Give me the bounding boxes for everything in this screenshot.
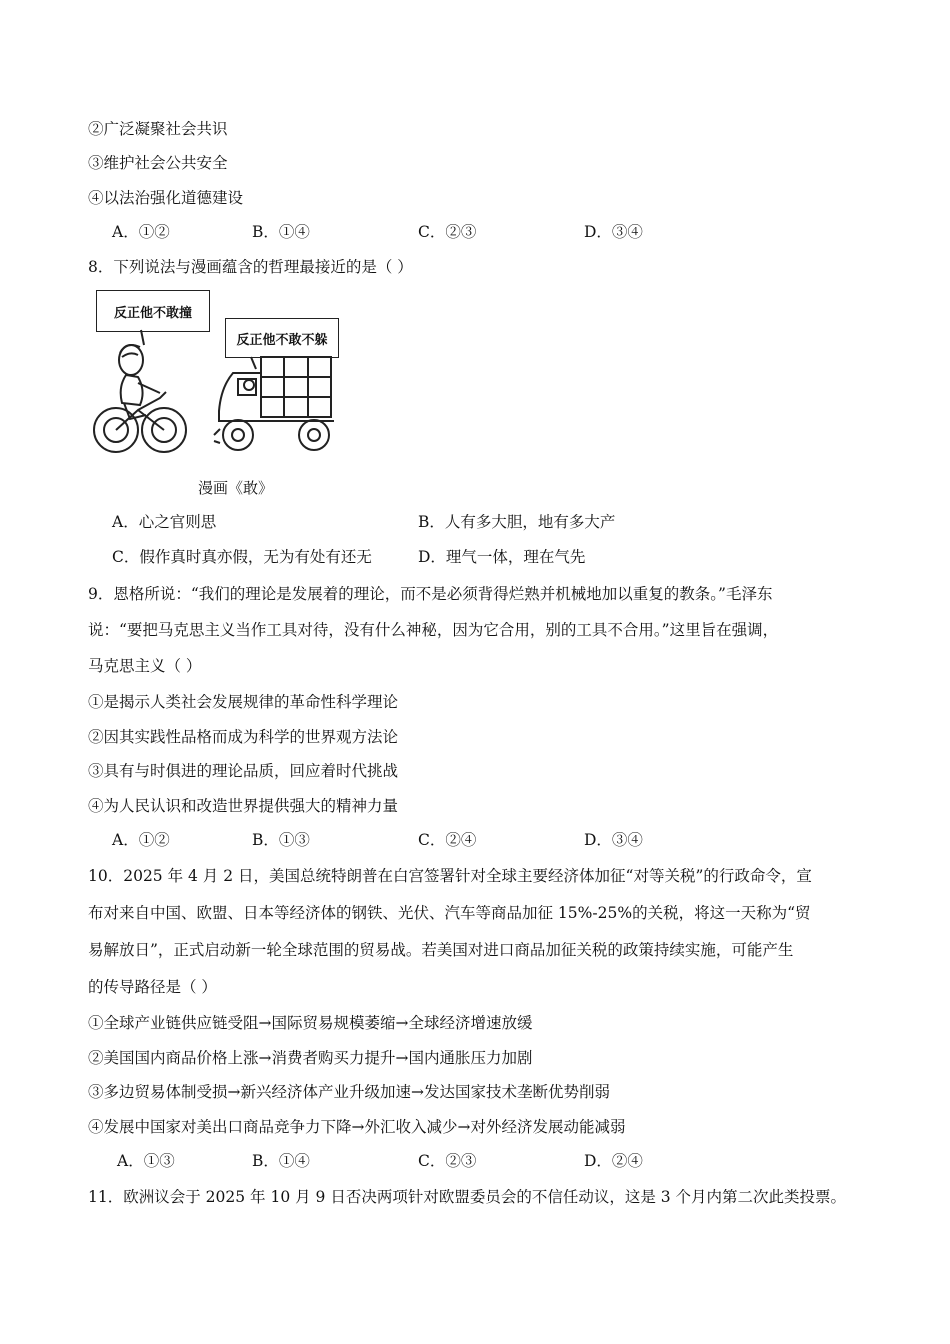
q7-item-4: ④以法治强化道德建设 (88, 189, 244, 207)
q9-item-1: ①是揭示人类社会发展规律的革命性科学理论 (88, 693, 399, 711)
q7-item-3: ③维护社会公共安全 (88, 154, 228, 172)
q10-option-d[interactable]: D．②④ (584, 1152, 643, 1170)
q10-stem-line-3: 易解放日”，正式启动新一轮全球范围的贸易战。若美国对进口商品加征关税的政策持续实施，可能产生 (88, 941, 794, 959)
q10-item-4: ④发展中国家对美出口商品竞争力下降→外汇收入减少→对外经济发展动能减弱 (88, 1118, 626, 1136)
q9-item-2: ②因其实践性品格而成为科学的世界观方法论 (88, 728, 399, 746)
cartoon-caption: 漫画《敢》 (198, 479, 274, 497)
q10-option-b[interactable]: B．①④ (252, 1152, 310, 1170)
q7-option-a[interactable]: A．①② (112, 223, 170, 241)
q9-item-4: ④为人民认识和改造世界提供强大的精神力量 (88, 797, 399, 815)
q10-option-c[interactable]: C．②③ (418, 1152, 477, 1170)
q8-option-d[interactable]: D．理气一体，理在气先 (418, 548, 586, 566)
q10-stem-line-2: 布对来自中国、欧盟、日本等经济体的钢铁、光伏、汽车等商品加征 15%-25%的关税，将这一天称为“贸 (88, 904, 811, 922)
q10-item-1: ①全球产业链供应链受阻→国际贸易规模萎缩→全球经济增速放缓 (88, 1014, 533, 1032)
q8-option-c[interactable]: C．假作真时真亦假，无为有处有还无 (112, 548, 372, 566)
q10-item-2: ②美国国内商品价格上涨→消费者购买力提升→国内通胀压力加剧 (88, 1049, 533, 1067)
q9-stem-line-1: 9．恩格所说：“我们的理论是发展着的理论，而不是必须背得烂熟并机械地加以重复的教条。”毛泽东 (88, 585, 773, 603)
cartoon-bubble-right: 反正他不敢不躲 (225, 318, 339, 358)
q9-item-3: ③具有与时俱进的理论品质，回应着时代挑战 (88, 762, 399, 780)
q7-item-2: ②广泛凝聚社会共识 (88, 120, 228, 138)
q10-stem-line-1: 10．2025 年 4 月 2 日，美国总统特朗普在白宫签署针对全球主要经济体加征“对等关税”的行政命令，宣 (88, 867, 812, 885)
q9-stem-line-3: 马克思主义（ ） (88, 657, 202, 675)
q10-stem-line-4: 的传导路径是（ ） (88, 978, 217, 996)
q9-option-d[interactable]: D．③④ (584, 831, 643, 849)
cartoon-illustration (86, 285, 346, 465)
q10-item-3: ③多边贸易体制受损→新兴经济体产业升级加速→发达国家技术垄断优势削弱 (88, 1083, 610, 1101)
q9-option-b[interactable]: B．①③ (252, 831, 310, 849)
q9-option-a[interactable]: A．①② (112, 831, 170, 849)
q8-stem: 8．下列说法与漫画蕴含的哲理最接近的是（ ） (88, 258, 413, 276)
q8-option-b[interactable]: B．人有多大胆，地有多大产 (418, 513, 616, 531)
q11-stem: 11．欧洲议会于 2025 年 10 月 9 日否决两项针对欧盟委员会的不信任动议，这是 3 个月内第二次此类投票。 (88, 1188, 847, 1206)
q10-option-a[interactable]: A．①③ (117, 1152, 175, 1170)
q7-option-d[interactable]: D．③④ (584, 223, 643, 241)
q8-option-a[interactable]: A．心之官则思 (112, 513, 217, 531)
truck-drawing (214, 357, 334, 450)
q9-option-c[interactable]: C．②④ (418, 831, 477, 849)
q9-stem-line-2: 说：“要把马克思主义当作工具对待，没有什么神秘，因为它合用，别的工具不合用。”这里旨在强调， (88, 621, 779, 639)
q7-option-c[interactable]: C．②③ (418, 223, 477, 241)
cartoon-bubble-left: 反正他不敢撞 (96, 290, 210, 332)
q7-option-b[interactable]: B．①④ (252, 223, 310, 241)
